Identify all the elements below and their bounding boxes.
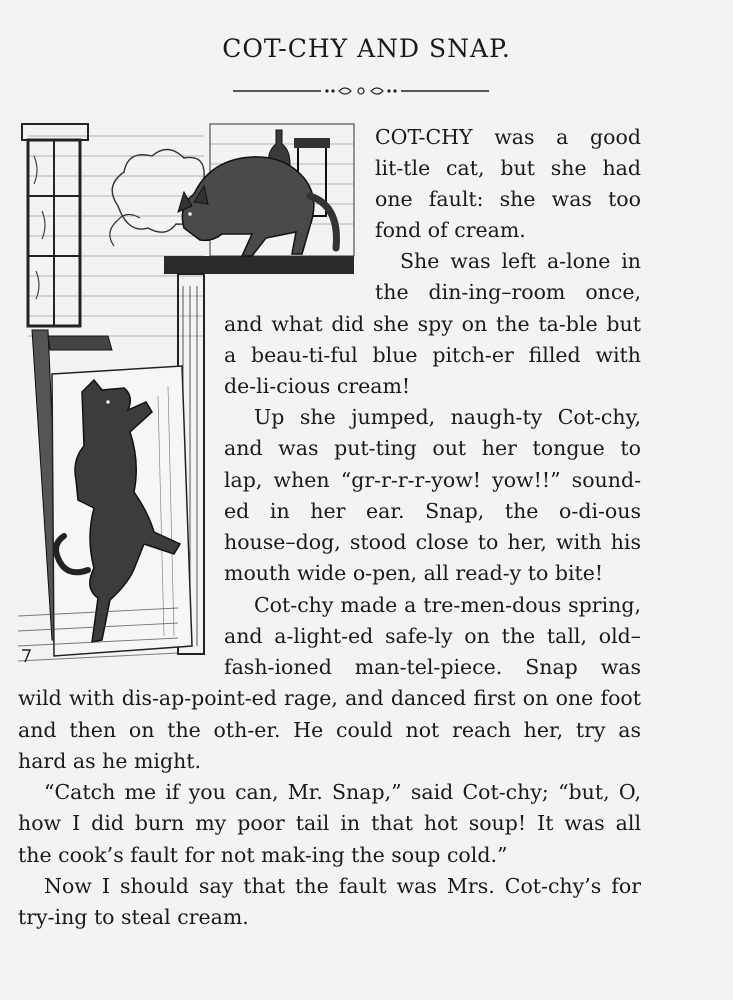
text-line: wild with dis-ap-point-ed rage, and danced first on one foot	[18, 686, 641, 710]
ornament-divider	[233, 85, 489, 97]
cat-figure	[178, 157, 336, 256]
text-line: fash-ioned man-tel-piece. Snap was	[224, 655, 641, 679]
text-line: She was left a-lone in	[400, 249, 641, 273]
page-title: COT-CHY AND SNAP.	[222, 34, 511, 63]
text-line: and a-light-ed safe-ly on the tall, old–	[224, 624, 641, 648]
text-line: lap, when “gr-r-r-r-yow! yow!!” sound-	[224, 468, 641, 492]
text-line: one fault: she was too	[375, 187, 641, 211]
text-line: try-ing to steal cream.	[18, 905, 249, 929]
text-line: Up she jumped, naugh-ty Cot-chy,	[254, 405, 641, 429]
text-line: and was put-ting out her tongue to	[224, 436, 641, 460]
text-line: lit-tle cat, but she had	[375, 156, 641, 180]
text-line: fond of cream.	[375, 218, 526, 242]
text-line: the din-ing–room once,	[375, 280, 641, 304]
text-line: ed in her ear. Snap, the o-di-ous	[224, 499, 641, 523]
text-line: a beau-ti-ful blue pitch-er filled with	[224, 343, 641, 367]
text-line: hard as he might.	[18, 749, 202, 773]
text-line: and what did she spy on the ta-ble but	[224, 312, 641, 336]
text-line: Now I should say that the fault was Mrs. Cot-chy’s for	[44, 874, 641, 898]
text-line: the cook’s fault for not mak-ing the soup cold.”	[18, 843, 508, 867]
text-line: mouth wide o-pen, all read-y to bite!	[224, 561, 604, 585]
text-line: Cot-chy made a tre-men-dous spring,	[254, 593, 641, 617]
text-line: “Catch me if you can, Mr. Snap,” said Cot-chy; “but, O,	[44, 780, 641, 804]
text-line: and then on the oth-er. He could not reach her, try as	[18, 718, 641, 742]
text-line: COT-CHY was a good	[375, 125, 641, 149]
text-line: how I did burn my poor tail in that hot soup! It was all	[18, 811, 641, 835]
text-line: house–dog, stood close to her, with his	[224, 530, 641, 554]
text-line: de-li-cious cream!	[224, 374, 411, 398]
